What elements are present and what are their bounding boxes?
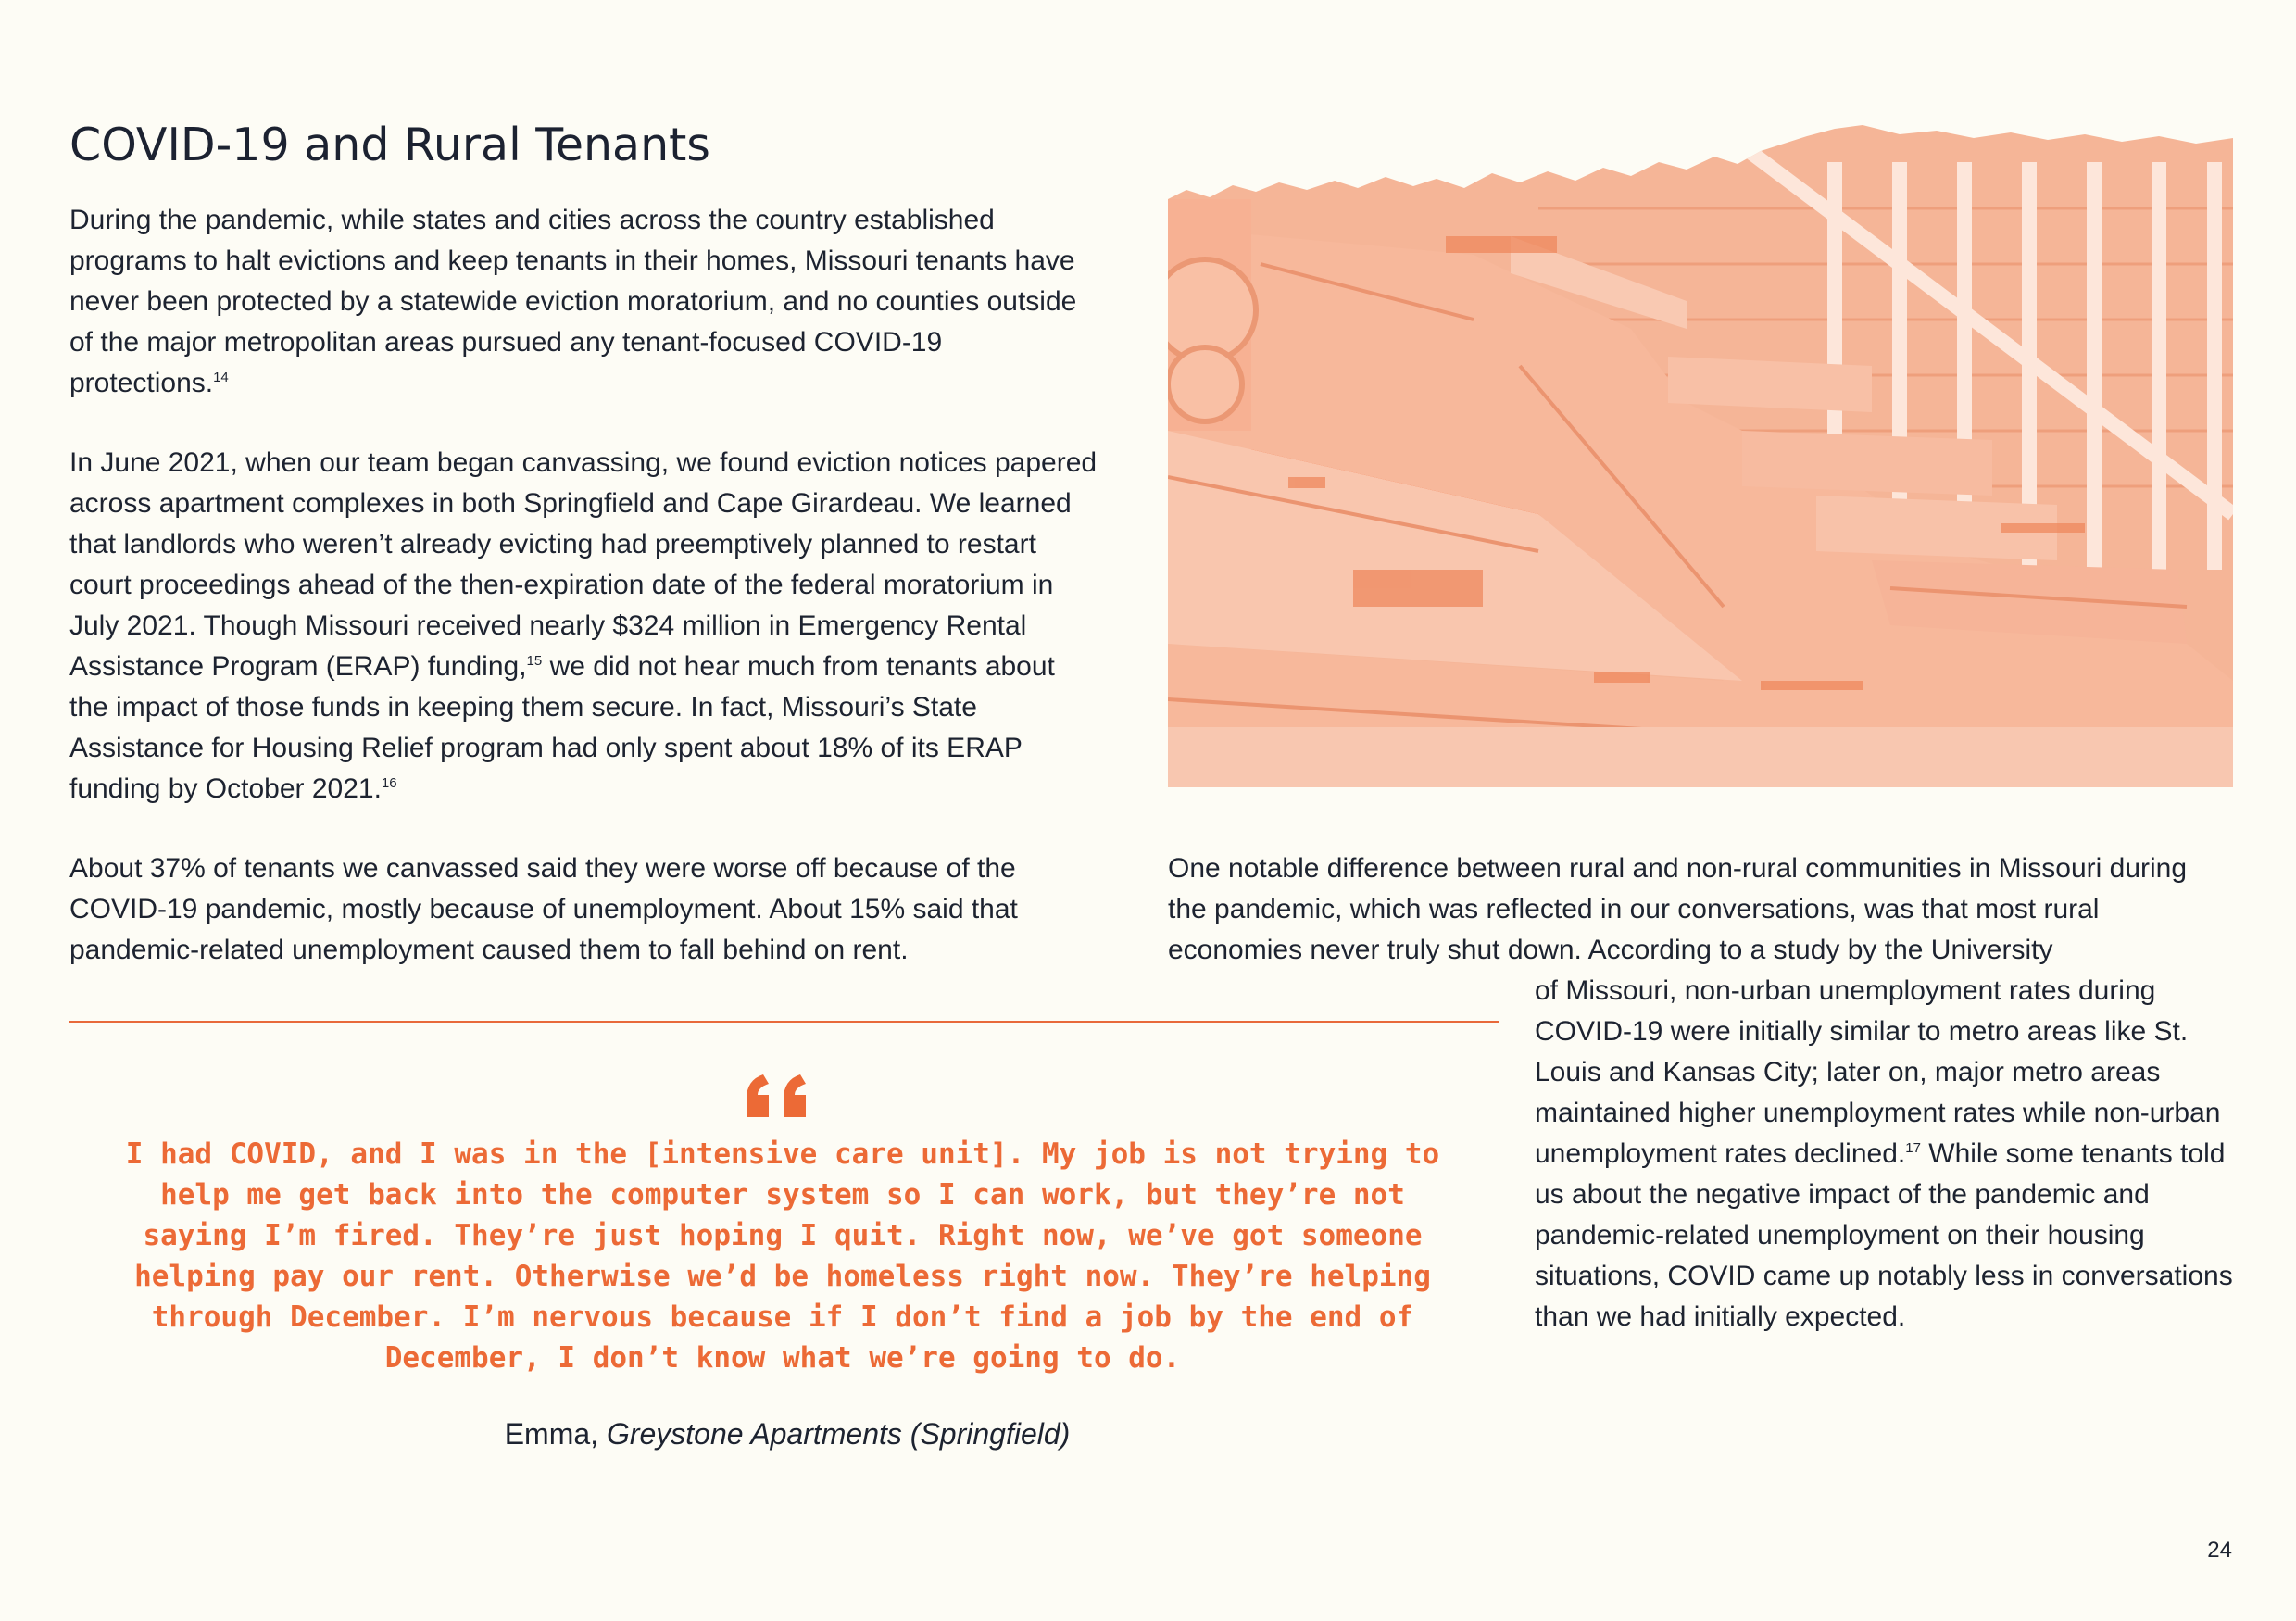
- quote-mark-icon: [747, 1074, 821, 1117]
- paragraph-canvassing-text-b: we did not hear much from tenants about the impact of those funds in keeping them secure. In fact, Missouri’s State Assistance for Housing Relief program had only spent about 18% of its ERAP funding by October 2021.: [69, 651, 1055, 804]
- paragraph-rural-text-b: of Missouri, non-urban unemployment rates during COVID-19 were initially similar to metro areas like St. Louis and Kansas City; later on, major metro areas maintained higher unemployment rates while non-urban unemployment rates declined.: [1535, 975, 2221, 1169]
- footnote-ref[interactable]: 15: [526, 653, 543, 669]
- footnote-ref[interactable]: 14: [213, 370, 229, 385]
- paragraph-worse-off: About 37% of tenants we canvassed said they were worse off because of the COVID-19 pandemic, mostly because of unemployment. About 15% said that pandemic-related unemployment caused them to fall behind on rent.: [69, 853, 1018, 965]
- page-title: COVID-19 and Rural Tenants: [69, 119, 710, 171]
- pull-quote: I had COVID, and I was in the [intensive care unit]. My job is not trying to help me get back into the computer system so I can work, but they’re not saying I’m fired. They’re just hoping I quit. Right now, we’ve got someone helping pay our rent. Otherwise we’d be homeless right now. They’re helping through December. I’m nervous because if I don’t find a job by the end of December, I don’t know what we’re going to do.: [125, 1137, 1440, 1375]
- paragraph-intro: [69, 200, 1088, 404]
- weathered-steps-photo: [1168, 125, 2233, 787]
- paragraph-intro-text: During the pandemic, while states and cities across the country established programs to halt evictions and keep tenants in their homes, Missouri tenants have never been protected by a statewide eviction moratorium, and no counties outside of the major metropolitan areas pursued any tenant-focused COVID-19 protections.: [69, 205, 1077, 398]
- page-number: 24: [2207, 1538, 2232, 1563]
- footnote-ref[interactable]: 16: [381, 775, 397, 791]
- quote-attribution: [185, 1417, 1389, 1451]
- quote-author: Emma,: [504, 1417, 599, 1451]
- paragraph-canvassing: [69, 443, 1098, 810]
- footnote-ref[interactable]: 17: [1905, 1140, 1921, 1156]
- paragraph-rural-difference: One notable difference between rural and non-rural communities in Missouri during the pandemic, which was reflected in our conversations, was that most rural economies never truly shut down. According to a study by the University: [1168, 853, 2188, 965]
- section-divider: [69, 1021, 1499, 1023]
- quote-location: Greystone Apartments (Springfield): [606, 1417, 1071, 1451]
- paragraph-rural-text-c: While some tenants told us about the negative impact of the pandemic and pandemic-related unemployment on their housing situations, COVID came up notably less in conversations than we had initially expected.: [1535, 1138, 2233, 1332]
- paragraph-canvassing-text-a: In June 2021, when our team began canvassing, we found eviction notices papered across apartment complexes in both Springfield and Cape Girardeau. We learned that landlords who weren’t already evicting had preemptively planned to restart court proceedings ahead of the then-expiration date of the federal moratorium in July 2021. Though Missouri received nearly $324 million in Emergency Rental Assistance Program (ERAP) funding,: [69, 447, 1098, 682]
- paragraph-rural-difference-continued: [1535, 971, 2239, 1338]
